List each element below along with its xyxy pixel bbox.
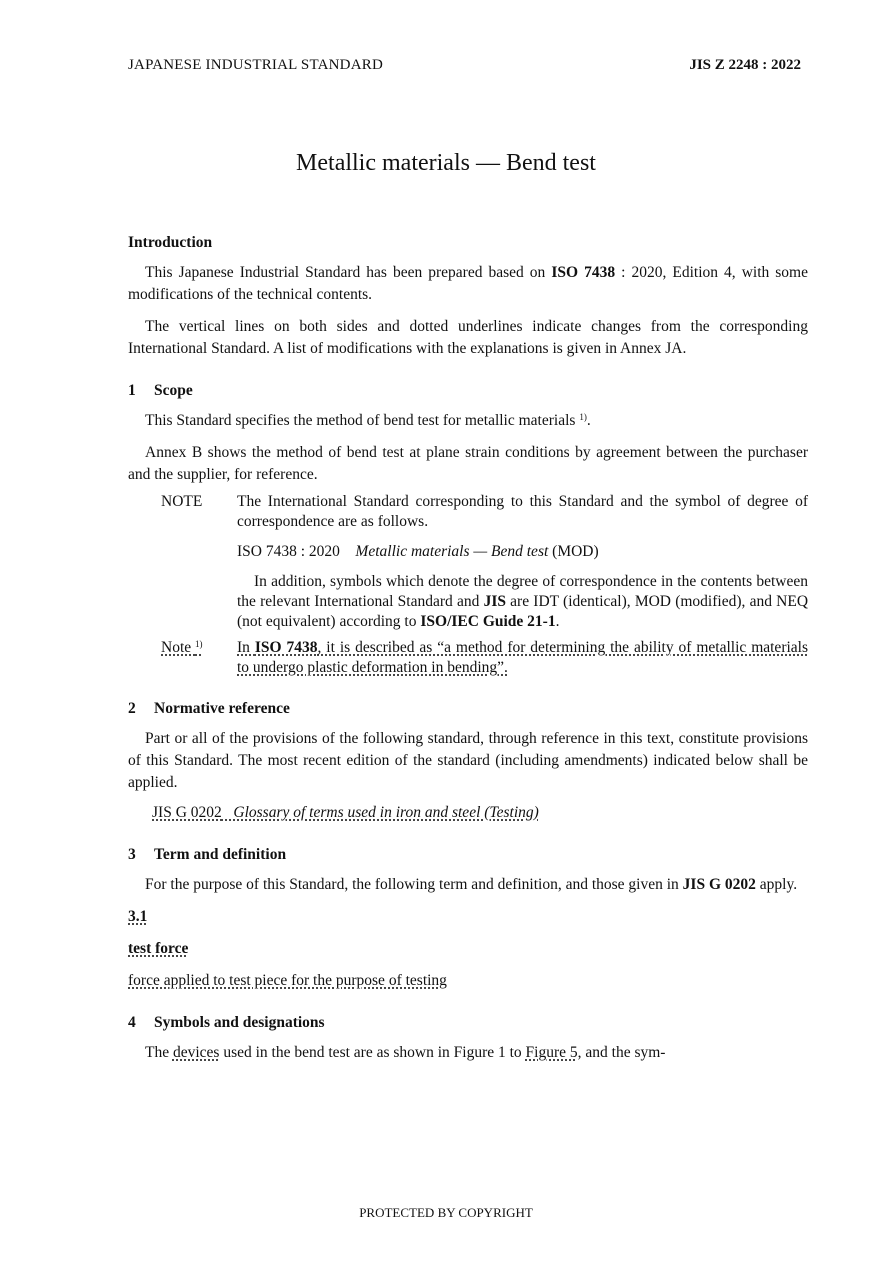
footnote-label: Note $^{1)}$ bbox=[161, 639, 203, 656]
normative-reference-paragraph: Part or all of the provisions of the following standard, through reference in this text, constitute provisions of this Standard. The most recent edition of the standard (including amendments) indicated below shall be applied. bbox=[128, 730, 808, 791]
term-number: 3.1 bbox=[128, 908, 148, 925]
symbols-heading: 4 Symbols and designations bbox=[128, 1014, 325, 1031]
terms-paragraph: For the purpose of this Standard, the following term and definition, and those given in JIS G 0202 apply. bbox=[145, 876, 798, 893]
scope-paragraph-1: This Standard specifies the method of bend test for metallic materials $^{1)}$. bbox=[145, 412, 591, 429]
note-label: NOTE bbox=[161, 493, 203, 510]
footnote-text: In ISO 7438, it is described as “a method for determining the ability of metallic materials to undergo plastic deformation in bending”. bbox=[237, 639, 808, 676]
normative-reference-heading: 2 Normative reference bbox=[128, 700, 290, 717]
term-definition: force applied to test piece for the purpose of testing bbox=[128, 972, 447, 989]
note-iso-reference: ISO 7438 : 2020 Metallic materials — Bend test (MOD) bbox=[237, 543, 599, 560]
scope-heading: 1 Scope bbox=[128, 382, 193, 399]
scope-footnote bbox=[161, 638, 808, 678]
header-standard-type: JAPANESE INDUSTRIAL STANDARD bbox=[128, 57, 383, 73]
scope-note bbox=[161, 492, 808, 632]
introduction-heading: Introduction bbox=[128, 234, 213, 251]
note-paragraph-3: In addition, symbols which denote the degree of correspondence in the contents between the relevant International Standard and JIS are IDT (identical), MOD (modified), and NEQ (not equivalent) according to ISO/IEC Guide 21-1. bbox=[237, 573, 809, 630]
introduction-paragraph-2: The vertical lines on both sides and dotted underlines indicate changes from the corresponding International Standard. A list of modifications with the explanations is given in Annex JA. bbox=[128, 318, 808, 357]
note-paragraph-1: The International Standard corresponding to this Standard and the symbol of degree of correspondence are as follows. bbox=[237, 493, 808, 530]
document-title: Metallic materials — Bend test bbox=[296, 150, 596, 176]
introduction-paragraph-1: This Japanese Industrial Standard has been prepared based on ISO 7438 : 2020, Edition 4, with some modifications of the technical contents. bbox=[128, 264, 808, 303]
symbols-paragraph: The devices used in the bend test are as shown in Figure 1 to Figure 5, and the sym- bbox=[145, 1044, 666, 1061]
terms-heading: 3 Term and definition bbox=[128, 846, 287, 863]
scope-paragraph-2: Annex B shows the method of bend test at plane strain conditions by agreement between the purchaser and the supplier, for reference. bbox=[128, 444, 808, 483]
normative-reference-item: JIS G 0202 Glossary of terms used in iron and steel (Testing) bbox=[152, 804, 539, 821]
term-name: test force bbox=[128, 940, 189, 957]
copyright-footer: PROTECTED BY COPYRIGHT bbox=[359, 1205, 533, 1220]
header-standard-number: JIS Z 2248 : 2022 bbox=[689, 57, 801, 73]
document-body bbox=[128, 232, 808, 1064]
